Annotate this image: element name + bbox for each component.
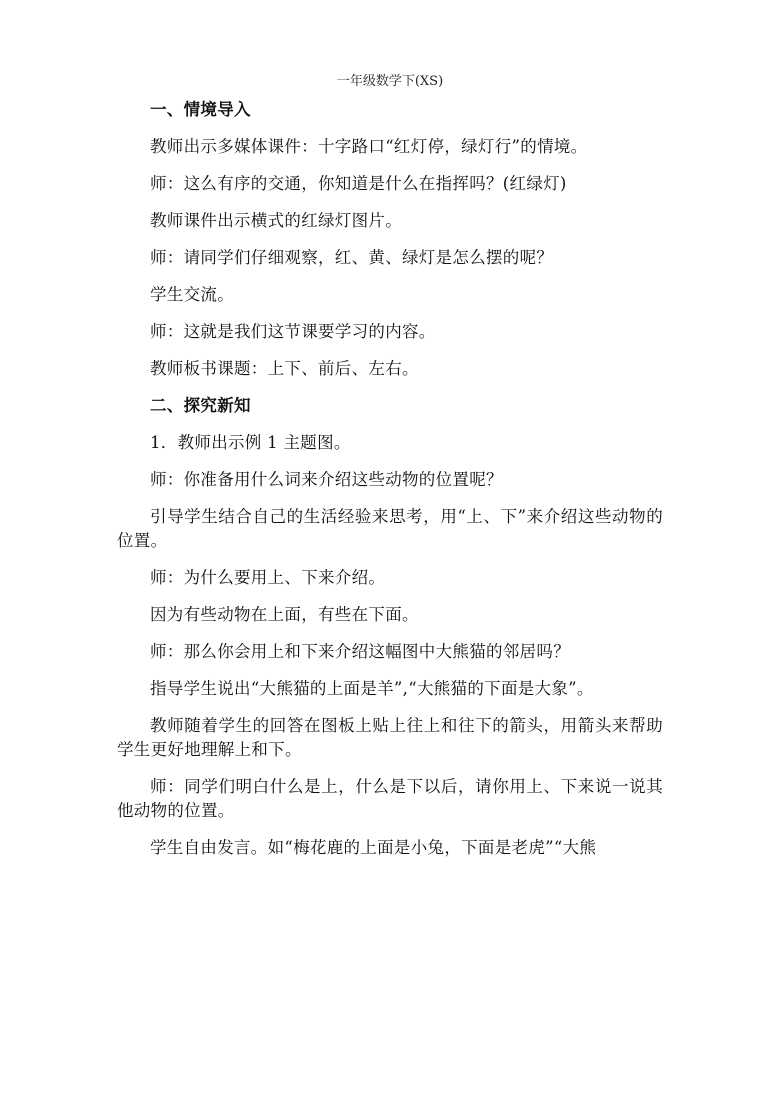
document-body	[117, 98, 663, 860]
paragraph: 师：那么你会用上和下来介绍这幅图中大熊猫的邻居吗？	[150, 642, 570, 661]
paragraph: 教师课件出示横式的红绿灯图片。	[150, 211, 402, 230]
paragraph: 师：请同学们仔细观察，红、黄、绿灯是怎么摆的呢？	[150, 248, 554, 267]
paragraph: 师：这就是我们这节课要学习的内容。	[150, 322, 436, 341]
paragraph: 师：你准备用什么词来介绍这些动物的位置呢？	[150, 470, 503, 489]
paragraph: 因为有些动物在上面，有些在下面。	[150, 605, 419, 624]
paragraph: 师：为什么要用上、下来介绍。	[150, 568, 386, 587]
section-heading-1: 一、情境导入	[150, 100, 251, 119]
paragraph: 教师出示多媒体课件：十字路口“红灯停，绿灯行”的情境。	[150, 137, 588, 156]
paragraph: 引导学生结合自己的生活经验来思考，用“上、下”来介绍这些动物的位置。	[117, 507, 663, 550]
paragraph: 指导学生说出“大熊猫的上面是羊”,“大熊猫的下面是大象”。	[150, 679, 594, 698]
paragraph: 教师板书课题：上下、前后、左右。	[150, 359, 419, 378]
section-heading-2: 二、探究新知	[150, 396, 251, 415]
paragraph: 学生自由发言。如“梅花鹿的上面是小兔，下面是老虎”“大熊	[150, 838, 597, 857]
paragraph: 师：这么有序的交通，你知道是什么在指挥吗？(红绿灯)	[150, 174, 567, 193]
page-header: 一年级数学下(XS)	[336, 74, 444, 89]
paragraph: 教师随着学生的回答在图板上贴上往上和往下的箭头，用箭头来帮助学生更好地理解上和下。	[117, 716, 663, 759]
paragraph: 师：同学们明白什么是上，什么是下以后，请你用上、下来说一说其他动物的位置。	[117, 777, 663, 820]
paragraph: 学生交流。	[150, 285, 234, 304]
paragraph: 1．教师出示例 1 主题图。	[150, 433, 351, 452]
